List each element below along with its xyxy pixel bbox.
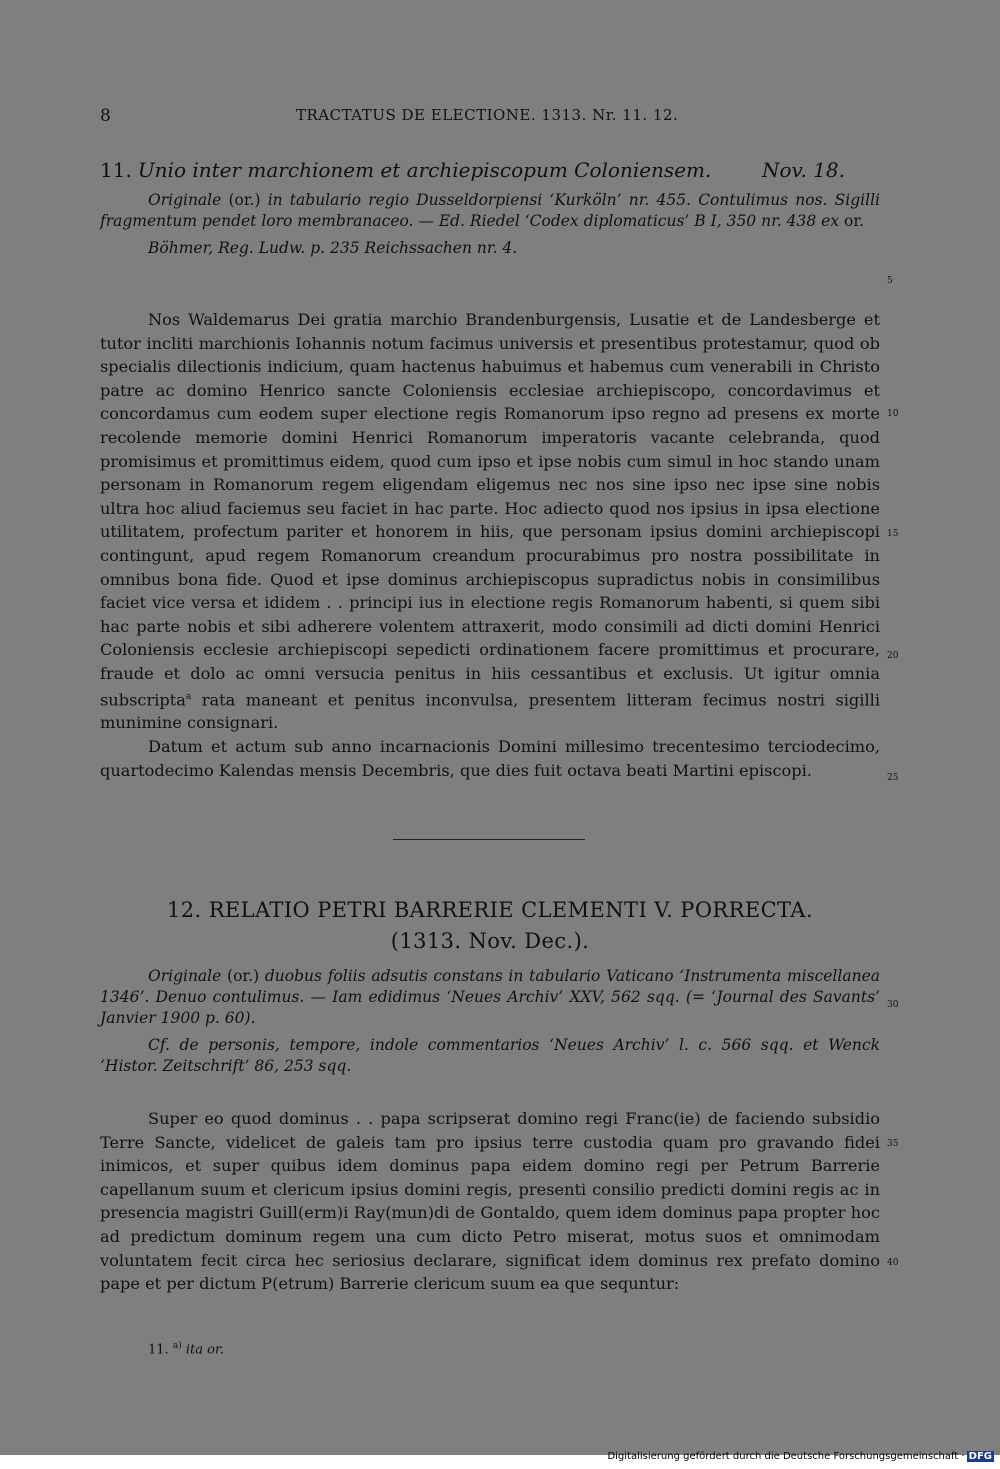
doc11-paragraph-1 <box>100 308 880 735</box>
footnote-ref: 11. <box>148 1342 169 1358</box>
doc12-source-text: duobus foliis adsutis constans in tabulario Vaticano ‘Instrumenta miscellanea 1346’. Denuo contulimus. — Iam edidimus ‘Neues Archiv’ XXV, 562 sqq. (= ‘Journal des Savants’ Janvier 1900 p. 60). <box>100 967 880 1027</box>
doc11-source-originale: Originale <box>148 191 222 209</box>
line-number: 35 <box>887 1139 899 1149</box>
footnote <box>148 1341 224 1357</box>
line-number: 40 <box>887 1258 899 1268</box>
doc12-body <box>100 1107 880 1296</box>
doc12-title: 12. RELATIO PETRI BARRERIE CLEMENTI V. PORRECTA. <box>167 898 813 922</box>
doc12-heading <box>100 895 880 957</box>
doc11-source-or: (or.) <box>221 191 268 209</box>
doc11-source-end: or. <box>839 212 864 230</box>
doc12-source-note <box>100 966 880 1077</box>
doc11-number: 11. <box>100 158 132 182</box>
doc12-source-originale: Originale <box>148 967 222 985</box>
footnote-text: ita or. <box>185 1342 224 1358</box>
dfg-logo: DFG <box>968 1451 992 1462</box>
line-number: 20 <box>887 651 899 661</box>
footnote-sup: a) <box>172 1341 182 1351</box>
doc12-commentary: Cf. de personis, tempore, indole commentarios ‘Neues Archiv’ l. c. 566 sqq. et Wenck ‘Histor. Zeitschrift’ 86, 253 sqq. <box>100 1036 880 1075</box>
section-divider <box>393 839 585 840</box>
line-number: 30 <box>887 1000 899 1010</box>
line-number: 25 <box>887 773 899 783</box>
doc12-source-or: (or.) <box>221 967 265 985</box>
doc11-title: Unio inter marchionem et archiepiscopum Coloniensem. <box>137 158 712 182</box>
doc11-text-1-end: rata maneant et penitus inconvulsa, presentem litteram fecimus nostri sigilli munimine consignari. <box>100 689 880 733</box>
doc11-body <box>100 308 880 782</box>
dfg-funding-notice <box>607 1451 994 1462</box>
doc11-regest: Böhmer, Reg. Ludw. p. 235 Reichssachen nr. 4. <box>148 239 518 257</box>
running-title: TRACTATUS DE ELECTIONE. 1313. Nr. 11. 12. <box>296 106 679 124</box>
doc11-source-text: in tabulario regio Dusseldorpiensi ‘Kurköln’ nr. 455. Contulimus nos. Sigilli fragmentum pendet loro membranaceo. — Ed. Riedel ‘Codex diplomaticus’ B I, 350 nr. 438 ex <box>100 191 880 230</box>
doc12-paragraph-1: Super eo quod dominus . . papa scripserat domino regi Franc(ie) de faciendo subsidio Terre Sancte, videlicet de galeis tam pro ipsius terre custodia quam pro gravando fidei inimicos, et super quibus idem dominus papa eidem domino regi per Petrum Barrerie capellanum suum et clericum ipsius domini regis, presenti consilio predicti domini regis ac in presencia magistri Guill(erm)i Ray(mun)di de Gontaldo, quem idem dominus papa propter hoc ad predictum dominum regem una cum dicto Petro miserat, motus suos et omnimodam voluntatem fecit circa hec seriosius declarare, significat idem dominus rex prefato domino pape et per dictum P(etrum) Barrerie clericum suum ea que sequntur: <box>100 1109 880 1294</box>
line-number: 5 <box>887 276 893 286</box>
doc12-source <box>100 966 880 1029</box>
doc11-source <box>100 190 880 232</box>
page-number: 8 <box>100 106 112 126</box>
doc11-source-note <box>100 190 880 259</box>
dfg-notice-text: Digitalisierung gefördert durch die Deutsche Forschungsgemeinschaft · <box>607 1451 965 1462</box>
footnote-marker-a: a <box>185 691 192 702</box>
doc11-date: Nov. 18. <box>762 158 845 182</box>
doc11-heading <box>100 158 880 182</box>
doc11-paragraph-2: Datum et actum sub anno incarnacionis Domini millesimo trecentesimo terciodecimo, quartodecimo Kalendas mensis Decembris, que dies fuit octava beati Martini episcopi. <box>100 737 880 780</box>
doc12-date: (1313. Nov. Dec.). <box>390 929 590 953</box>
line-number: 15 <box>887 529 899 539</box>
doc11-text-1: Nos Waldemarus Dei gratia marchio Brandenburgensis, Lusatie et de Landesberge et tutor incliti marchionis Iohannis notum facimus universis et presentibus protestamur, quod ob specialis dilectionis indicium, quam hactenus habuimus et habemus cum venerabili in Christo patre ac domino Henrico sancte Coloniensis ecclesiae archiepiscopo, concordavimus et concordamus cum eodem super electione regis Romanorum ipso regno ad presens ex morte recolende memorie domini Henrici Romanorum imperatoris vacante celebranda, quod promisimus et promittimus eidem, quod cum ipso et ipse nobis cum simul in hoc stando unam personam in Romanorum regem eligendam eligemus nec nos sine ipso nec ipse sine nobis ultra hoc aliud faciemus seu faciet in hac parte. Hoc adiecto quod nos ipsius in ipsa electione utilitatem, profectum pariter et honorem in hiis, que personam ipsius domini archiepiscopi contingunt, apud regem Romanorum creandum procurabimus pro nostra possibilitate in omnibus bona fide. Quod et ipse dominus archiepiscopus supradictus nobis in consimilibus faciet vice versa et ididem . . principi ius in electione regis Romanorum habenti, si quem sibi hac parte nobis et sibi adherere volentem attraxerit, modo consimili ad dicti domini Henrici Coloniensis ecclesie archiepiscopi sepedicti ordinationem facere promittimus et procurare, fraude et dolo ac omni versucia penitus in hiis cessantibus et exclusis. Ut igitur omnia subscripta <box>100 310 880 709</box>
line-number: 10 <box>887 409 899 419</box>
